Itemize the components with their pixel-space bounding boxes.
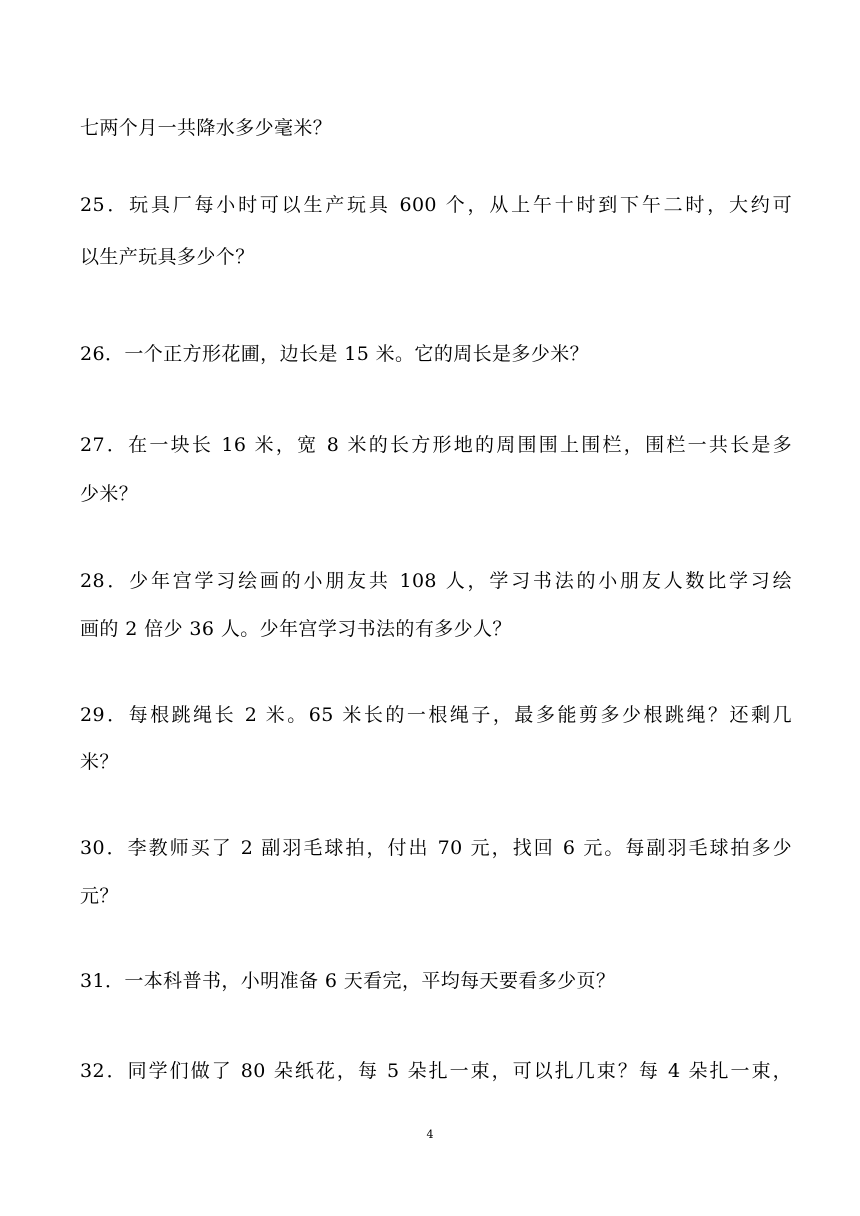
problem-32-line-1: 32．同学们做了 80 朵纸花，每 5 朵扎一束，可以扎几束？每 4 朵扎一束， [80,1060,792,1082]
problem-28-line-1: 28．少年宫学习绘画的小朋友共 108 人，学习书法的小朋友人数比学习绘 [80,570,792,592]
problem-27-line-2: 少米？ [80,483,139,505]
problem-25-line-2: 以生产玩具多少个？ [80,246,255,268]
problem-25-line-1: 25．玩具厂每小时可以生产玩具 600 个，从上午十时到下午二时，大约可 [80,194,792,216]
continuation-line-24: 七两个月一共降水多少毫米？ [80,117,333,139]
problem-30-line-2: 元？ [80,885,119,907]
problem-29-line-1: 29．每根跳绳长 2 米。65 米长的一根绳子，最多能剪多少根跳绳？还剩几 [80,704,792,726]
problem-31-line-1: 31．一本科普书，小明准备 6 天看完，平均每天要看多少页？ [80,970,616,992]
problem-27-line-1: 27．在一块长 16 米，宽 8 米的长方形地的周围围上围栏，围栏一共长是多 [80,434,792,456]
page-number: 4 [426,1128,434,1141]
problem-29-line-2: 米？ [80,751,119,773]
problem-30-line-1: 30．李教师买了 2 副羽毛球拍，付出 70 元，找回 6 元。每副羽毛球拍多少 [80,837,792,859]
problem-26-line-1: 26．一个正方形花圃，边长是 15 米。它的周长是多少米？ [80,343,590,365]
problem-28-line-2: 画的 2 倍少 36 人。少年宫学习书法的有多少人？ [80,618,512,640]
